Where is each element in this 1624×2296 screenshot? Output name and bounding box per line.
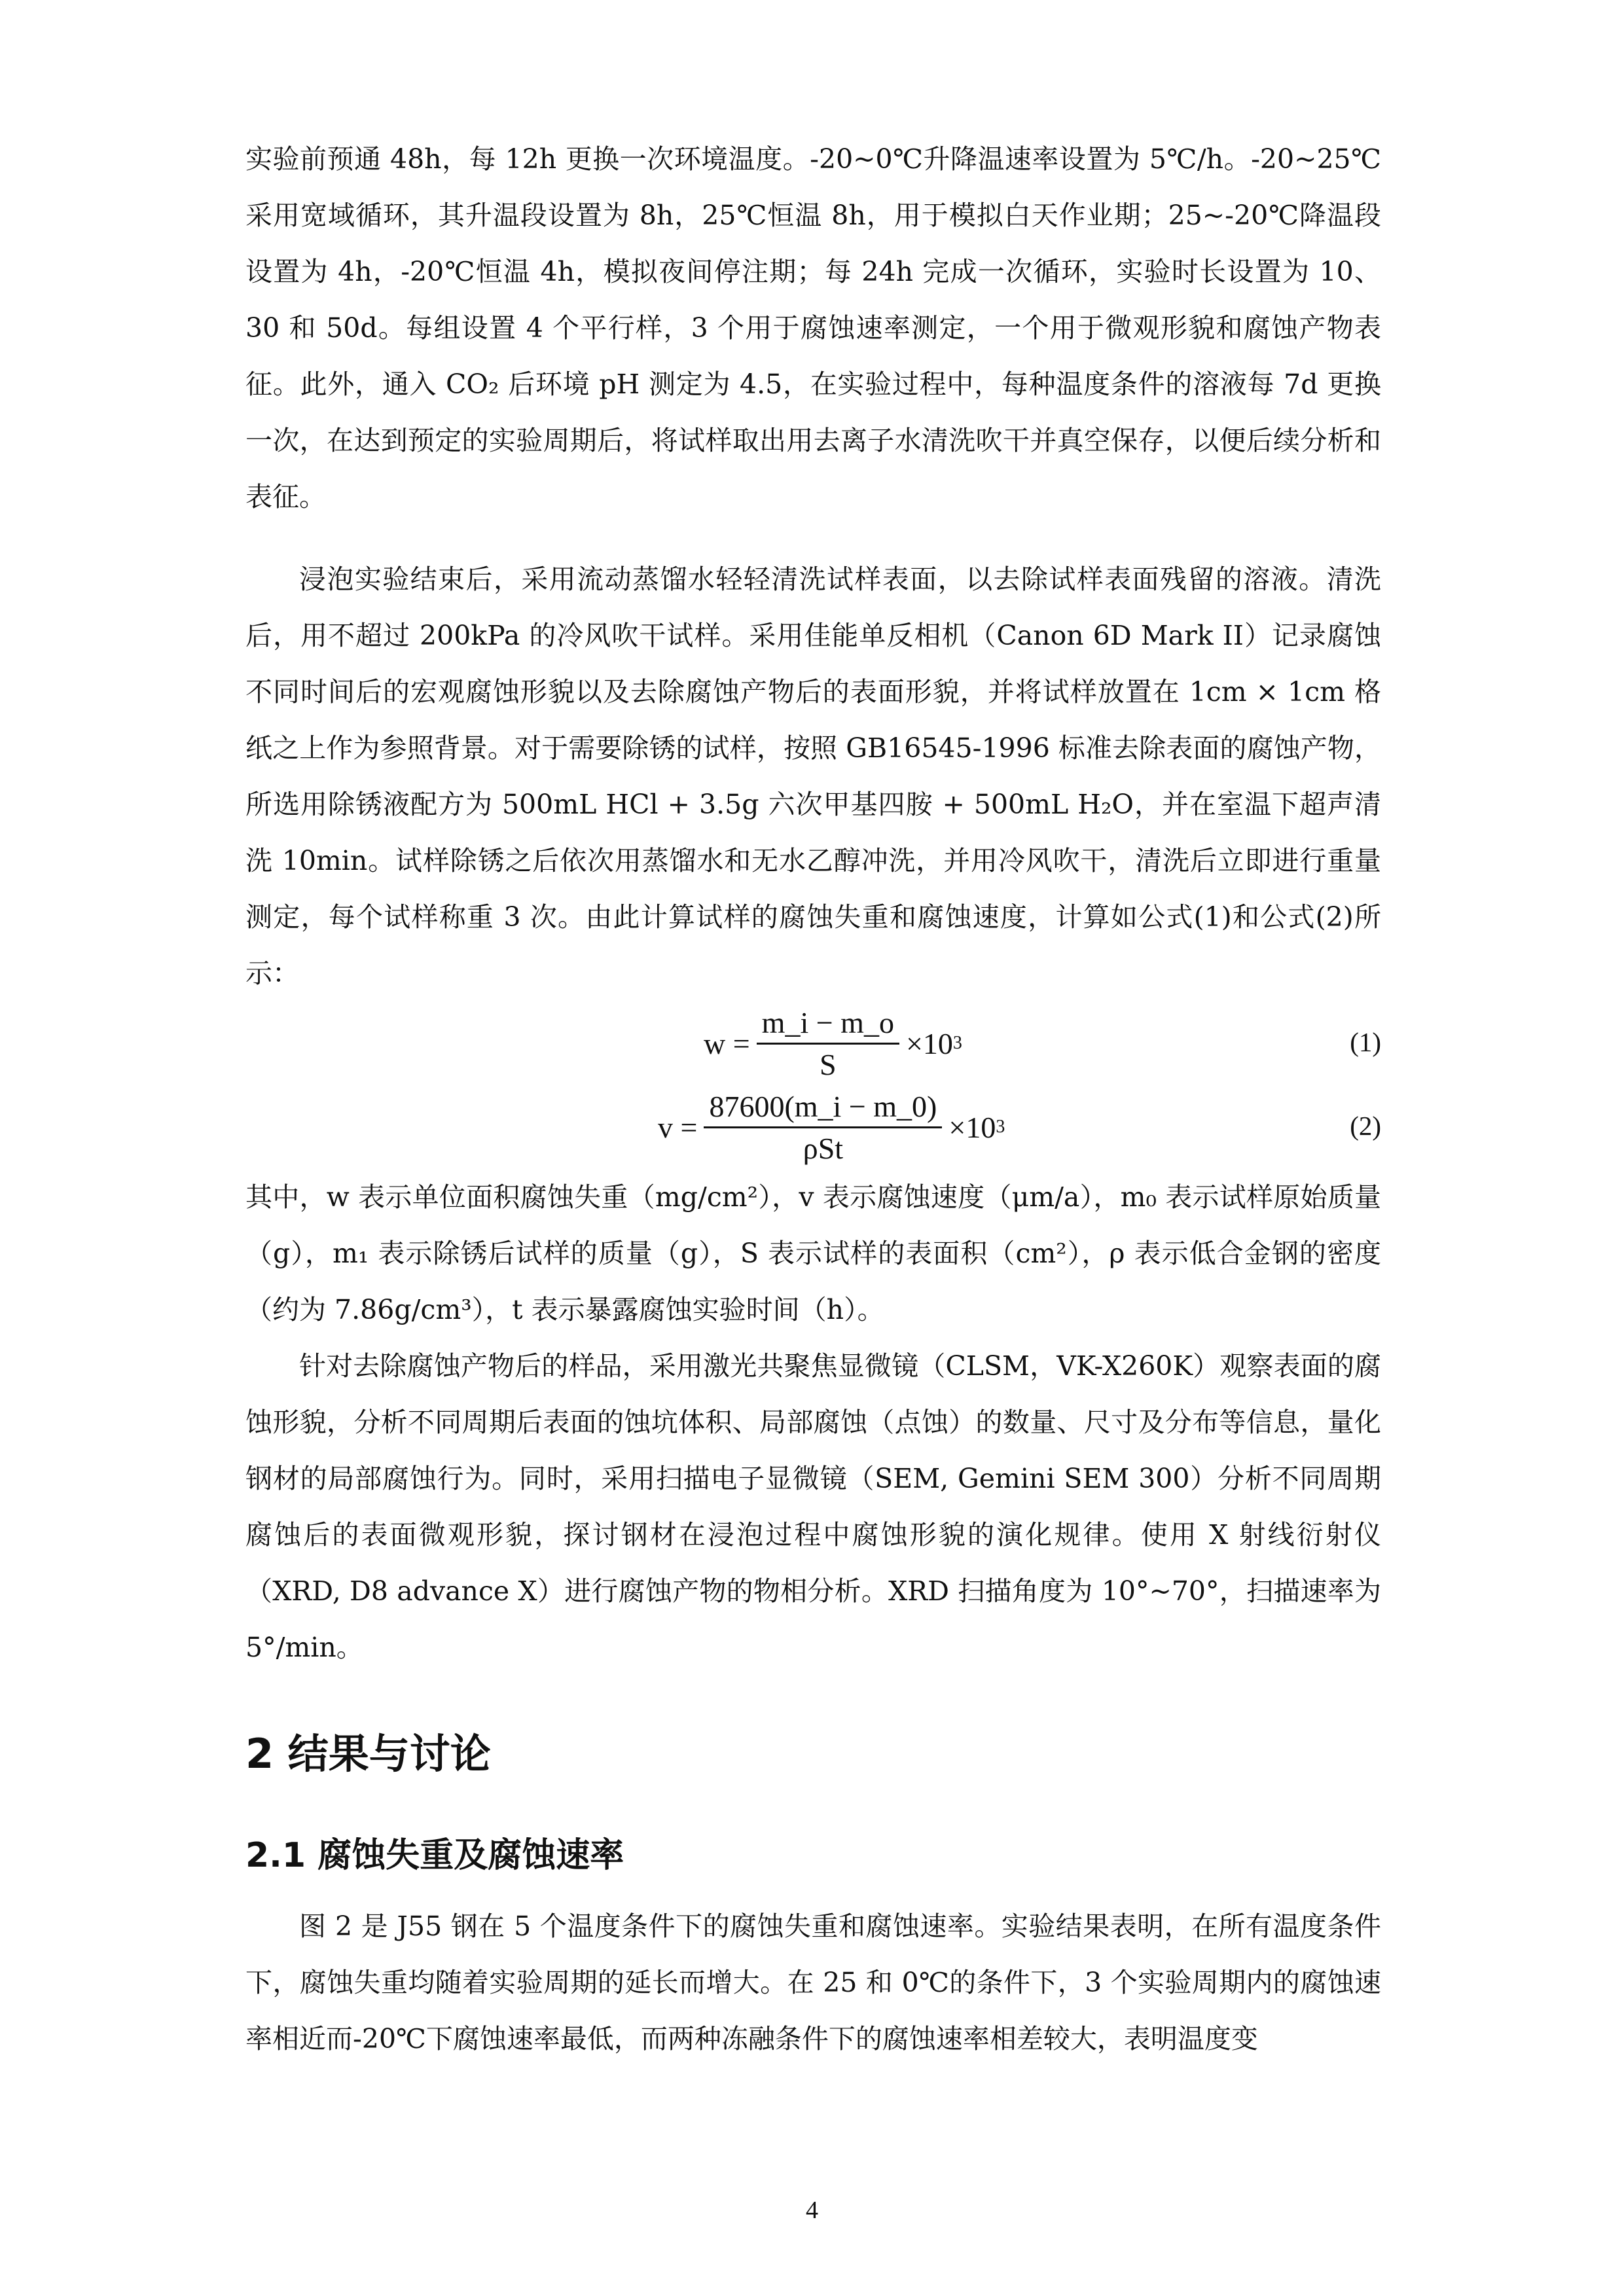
eq2-numerator: 87600(m_i − m_0) [704, 1089, 942, 1128]
paragraph-cleaning-procedure: 浸泡实验结束后，采用流动蒸馏水轻轻清洗试样表面，以去除试样表面残留的溶液。清洗后，用不超过 200kPa 的冷风吹干试样。采用佳能单反相机（Canon 6D Mark II）记录腐蚀不同时间后的宏观腐蚀形貌以及去除腐蚀产物后的表面形貌，并将试样放置在 1cm × 1cm 格纸之上作为参照背景。对于需要除锈的试样，按照 GB16545-1996 标准去除表面的腐蚀产物，所选用除锈液配方为 500mL HCl + 3.5g 六次甲基四胺 + 500mL H₂O，并在室温下超声清洗 10min。试样除锈之后依次用蒸馏水和无水乙醇冲洗，并用冷风吹干，清洗后立即进行重量测定，每个试样称重 3 次。由此计算试样的腐蚀失重和腐蚀速度，计算如公式(1)和公式(2)所示： [245, 564, 1381, 989]
paragraph-corrosion-results: 图 2 是 J55 钢在 5 个温度条件下的腐蚀失重和腐蚀速率。实验结果表明，在所有温度条件下，腐蚀失重均随着实验周期的延长而增大。在 25 和 0℃的条件下，3 个实验周期内的腐蚀速率相近而-20℃下腐蚀速率最低，而两种冻融条件下的腐蚀速率相差较大，表明温度变 [245, 1910, 1381, 2054]
eq1-factor: ×10 [905, 1026, 953, 1060]
paragraph-variable-definitions: 其中，w 表示单位面积腐蚀失重（mg/cm²），v 表示腐蚀速度（μm/a），m₀ 表示试样原始质量（g），m₁ 表示除锈后试样的质量（g），S 表示试样的表面积（cm²），ρ 表示低合金钢的密度（约为 7.86g/cm³），t 表示暴露腐蚀实验时间（h）。 [245, 1181, 1381, 1325]
eq1-fraction [757, 1005, 899, 1082]
page-body [245, 131, 1381, 2067]
paragraph-characterization-methods: 针对去除腐蚀产物后的样品，采用激光共聚焦显微镜（CLSM，VK-X260K）观察表面的腐蚀形貌，分析不同周期后表面的蚀坑体积、局部腐蚀（点蚀）的数量、尺寸及分布等信息，量化钢材的局部腐蚀行为。同时，采用扫描电子显微镜（SEM, Gemini SEM 300）分析不同周期腐蚀后的表面微观形貌，探讨钢材在浸泡过程中腐蚀形貌的演化规律。使用 X 射线衍射仪（XRD, D8 advance X）进行腐蚀产物的物相分析。XRD 扫描角度为 10°~70°，扫描速率为 5°/min。 [245, 1350, 1381, 1663]
eq2-fraction [704, 1089, 942, 1166]
eq2-lhs: v = [658, 1110, 698, 1144]
eq1-numerator: m_i − m_o [757, 1005, 899, 1045]
equation-1 [245, 1001, 1381, 1085]
paragraph-experiment-setup: 实验前预通 48h，每 12h 更换一次环境温度。-20~0℃升降温速率设置为 5℃/h。-20~25℃采用宽域循环，其升温段设置为 8h，25℃恒温 8h，用于模拟白天作业期；25~-20℃降温段设置为 4h，-20℃恒温 4h，模拟夜间停注期；每 24h 完成一次循环，实验时长设置为 10、30 和 50d。每组设置 4 个平行样，3 个用于腐蚀速率测定，一个用于微观形貌和腐蚀产物表征。此外，通入 CO₂ 后环境 pH 测定为 4.5，在实验过程中，每种温度条件的溶液每 7d 更换一次，在达到预定的实验周期后，将试样取出用去离子水清洗吹干并真空保存，以便后续分析和表征。 [245, 143, 1381, 512]
eq2-denominator: ρSt [803, 1131, 844, 1165]
eq1-lhs: w = [704, 1026, 750, 1060]
eq1-exponent: 3 [952, 1033, 962, 1053]
subsection-heading-corrosion-rate: 2.1 腐蚀失重及腐蚀速率 [245, 1836, 624, 1875]
page-number: 4 [806, 2197, 818, 2224]
equation-2 [245, 1085, 1381, 1169]
eq2-label: (2) [1350, 1111, 1381, 1141]
eq1-denominator: S [820, 1047, 837, 1081]
section-heading-results: 2 结果与讨论 [245, 1730, 491, 1778]
eq1-label: (1) [1350, 1027, 1381, 1057]
eq2-factor: ×10 [948, 1110, 996, 1144]
eq2-exponent: 3 [996, 1117, 1005, 1137]
